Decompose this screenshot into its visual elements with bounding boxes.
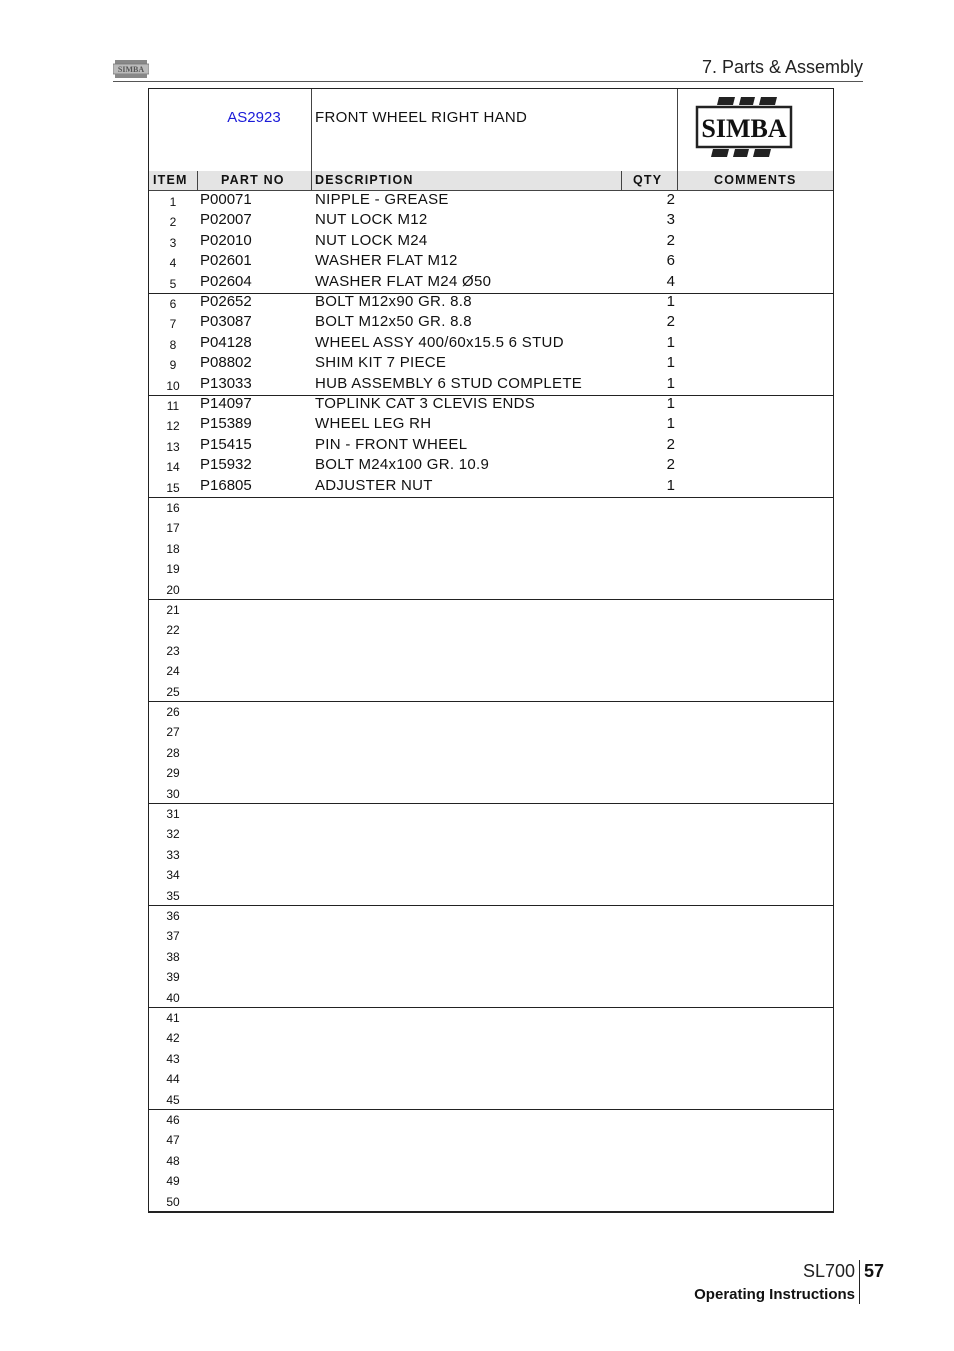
item-number: 38 [166, 949, 180, 964]
table-row [149, 1191, 833, 1211]
table-row [149, 640, 833, 660]
table-row [149, 1150, 833, 1170]
table-row [149, 701, 833, 721]
part-qty: 1 [666, 395, 675, 412]
item-number: 8 [169, 337, 177, 352]
part-number: P08802 [200, 354, 252, 372]
item-number: 18 [166, 541, 180, 556]
footer-subtitle: Operating Instructions [694, 1286, 855, 1303]
part-qty: 2 [666, 435, 675, 453]
part-number: P15415 [200, 435, 252, 453]
table-row [149, 946, 833, 966]
table-row [149, 477, 833, 497]
item-number: 48 [166, 1153, 180, 1168]
item-number: 28 [166, 745, 180, 760]
table-row [149, 436, 833, 456]
part-description: ADJUSTER NUT [315, 476, 433, 494]
item-number: 5 [169, 276, 177, 291]
part-number: P00071 [200, 191, 252, 208]
item-number: 3 [169, 235, 177, 250]
item-number: 29 [166, 766, 180, 781]
item-number: 32 [166, 827, 180, 842]
table-row [149, 517, 833, 537]
item-number: 1 [169, 195, 177, 209]
item-number: 20 [166, 582, 180, 597]
table-row [149, 742, 833, 762]
part-description: WHEEL ASSY 400/60x15.5 6 STUD [315, 333, 564, 351]
table-row [149, 1007, 833, 1027]
item-number: 22 [166, 623, 180, 638]
item-number: 19 [166, 562, 180, 577]
assembly-description: FRONT WHEEL RIGHT HAND [315, 109, 528, 126]
item-number: 35 [166, 888, 180, 903]
part-number: P02604 [200, 272, 252, 290]
table-row [149, 191, 833, 211]
assembly-part-no: AS2923 [227, 109, 281, 126]
table-row [149, 1109, 833, 1129]
table-row [149, 987, 833, 1007]
table-row [149, 803, 833, 823]
part-number: P16805 [200, 476, 252, 494]
item-number: 37 [166, 929, 180, 944]
part-description: NUT LOCK M12 [315, 211, 428, 229]
item-number: 30 [166, 786, 180, 801]
table-row [149, 660, 833, 680]
part-qty: 2 [666, 191, 675, 208]
simba-logo-icon [113, 59, 149, 79]
part-number: P02652 [200, 293, 252, 310]
part-qty: 6 [666, 252, 675, 270]
part-description: HUB ASSEMBLY 6 STUD COMPLETE [315, 374, 583, 392]
item-number: 24 [166, 664, 180, 679]
item-number: 50 [166, 1194, 180, 1209]
table-row [149, 456, 833, 476]
item-number: 4 [169, 256, 177, 271]
assembly-header [149, 89, 833, 172]
part-qty: 1 [666, 476, 675, 494]
part-qty: 2 [666, 231, 675, 249]
svg-text:SIMBA: SIMBA [701, 114, 787, 143]
part-description: WHEEL LEG RH [315, 415, 432, 433]
item-number: 10 [166, 378, 180, 393]
item-number: 12 [166, 419, 180, 434]
table-row [149, 558, 833, 578]
part-qty: 1 [666, 333, 675, 351]
table-row [149, 497, 833, 517]
item-number: 13 [166, 439, 180, 454]
table-row [149, 395, 833, 415]
part-qty: 1 [666, 374, 675, 392]
table-row [149, 681, 833, 701]
table-row [149, 1089, 833, 1109]
item-number: 33 [166, 847, 180, 862]
part-number: P15389 [200, 415, 252, 433]
item-number: 26 [166, 705, 180, 719]
table-row [149, 375, 833, 395]
item-number: 40 [166, 990, 180, 1005]
item-number: 9 [169, 358, 177, 373]
item-number: 23 [166, 643, 180, 658]
item-number: 15 [166, 480, 180, 495]
part-description: TOPLINK CAT 3 CLEVIS ENDS [315, 395, 536, 412]
table-row [149, 619, 833, 639]
item-number: 49 [166, 1174, 180, 1189]
item-number: 27 [166, 725, 180, 740]
part-qty: 1 [666, 354, 675, 372]
part-number: P15932 [200, 456, 252, 474]
footer-divider [859, 1260, 860, 1304]
parts-sheet [148, 88, 834, 1213]
simba-brand-logo [695, 95, 795, 159]
table-row [149, 1170, 833, 1190]
table-row [149, 211, 833, 231]
table-row [149, 721, 833, 741]
item-number: 7 [169, 317, 177, 332]
part-description: WASHER FLAT M24 Ø50 [315, 272, 492, 290]
item-number: 14 [166, 460, 180, 475]
part-description: BOLT M12x50 GR. 8.8 [315, 313, 472, 331]
svg-text:SIMBA: SIMBA [117, 65, 145, 74]
item-number: 31 [166, 807, 180, 821]
part-qty: 3 [666, 211, 675, 229]
part-description: NIPPLE - GREASE [315, 191, 449, 208]
part-number: P03087 [200, 313, 252, 331]
table-row [149, 354, 833, 374]
section-title: 7. Parts & Assembly [701, 57, 863, 77]
part-number: P14097 [200, 395, 252, 412]
col-part-no: PART NO [221, 173, 285, 187]
col-comments: COMMENTS [714, 173, 797, 187]
table-row [149, 762, 833, 782]
item-number: 16 [166, 501, 180, 515]
header-rule [113, 81, 863, 82]
item-number: 17 [166, 521, 180, 536]
item-number: 21 [166, 603, 180, 617]
item-number: 2 [169, 215, 177, 230]
table-row [149, 885, 833, 905]
table-row [149, 844, 833, 864]
table-row [149, 925, 833, 945]
table-row [149, 415, 833, 435]
item-number: 11 [166, 399, 180, 413]
table-row [149, 252, 833, 272]
table-row [149, 313, 833, 333]
item-number: 34 [166, 868, 180, 883]
part-qty: 4 [666, 272, 675, 290]
part-description: NUT LOCK M24 [315, 231, 428, 249]
table-row [149, 864, 833, 884]
table-row [149, 232, 833, 252]
part-description: PIN - FRONT WHEEL [315, 435, 468, 453]
part-number: P02601 [200, 252, 252, 270]
part-qty: 2 [666, 313, 675, 331]
table-row [149, 334, 833, 354]
column-header-row [149, 171, 833, 191]
model-name: SL700 [802, 1261, 855, 1281]
part-description: BOLT M24x100 GR. 10.9 [315, 456, 490, 474]
item-number: 36 [166, 909, 180, 923]
part-qty: 1 [666, 293, 675, 310]
part-number: P02007 [200, 211, 252, 229]
table-row [149, 1068, 833, 1088]
table-row [149, 293, 833, 313]
item-number: 39 [166, 970, 180, 985]
part-number: P02010 [200, 231, 252, 249]
table-row [149, 966, 833, 986]
item-number: 44 [166, 1072, 180, 1087]
part-number: P13033 [200, 374, 252, 392]
table-row [149, 579, 833, 599]
item-number: 45 [166, 1092, 180, 1107]
table-row [149, 905, 833, 925]
table-row [149, 538, 833, 558]
col-description: DESCRIPTION [315, 173, 414, 187]
item-number: 43 [166, 1051, 180, 1066]
table-row [149, 1129, 833, 1149]
part-description: WASHER FLAT M12 [315, 252, 458, 270]
table-row [149, 273, 833, 293]
part-description: SHIM KIT 7 PIECE [315, 354, 447, 372]
item-number: 6 [169, 297, 177, 311]
item-number: 46 [166, 1113, 180, 1127]
item-number: 25 [166, 684, 180, 699]
col-item: ITEM [153, 173, 188, 187]
table-row [149, 783, 833, 803]
col-qty: QTY [633, 173, 663, 187]
part-qty: 1 [666, 415, 675, 433]
part-number: P04128 [200, 333, 252, 351]
table-row [149, 1048, 833, 1068]
table-row [149, 599, 833, 619]
page-number: 57 [864, 1261, 885, 1281]
part-description: BOLT M12x90 GR. 8.8 [315, 293, 472, 310]
item-number: 42 [166, 1031, 180, 1046]
part-qty: 2 [666, 456, 675, 474]
table-row [149, 823, 833, 843]
item-number: 41 [166, 1011, 180, 1025]
table-row [149, 1027, 833, 1047]
item-number: 47 [166, 1133, 180, 1148]
